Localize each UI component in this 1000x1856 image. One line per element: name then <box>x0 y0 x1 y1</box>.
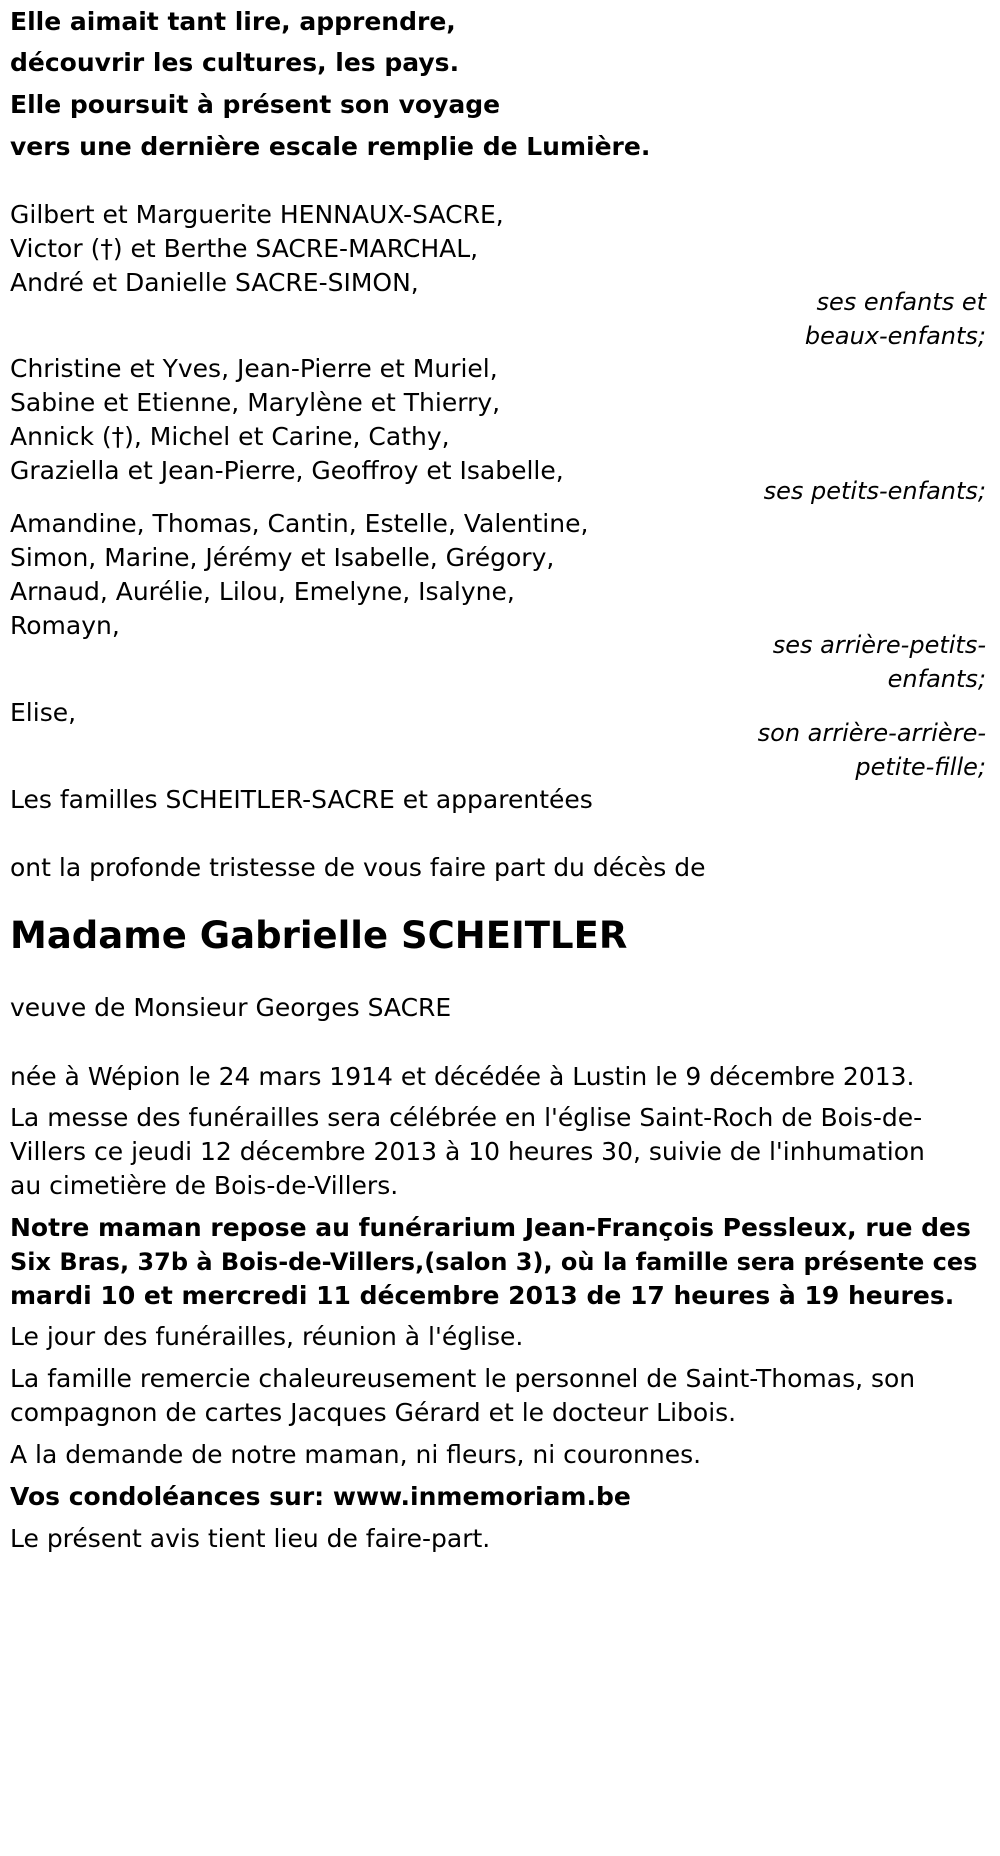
children-line: André et Danielle SACRE-SIMON, <box>10 268 419 297</box>
grandchildren-line: Graziella et Jean-Pierre, Geoffroy et Isabelle, <box>10 456 564 485</box>
thanks-line: compagnon de cartes Jacques Gérard et le docteur Libois. <box>10 1398 737 1427</box>
funerarium-line: Six Bras, 37b à Bois-de-Villers,(salon 3), où la famille sera présente ces <box>10 1248 978 1276</box>
grandchildren-line: Christine et Yves, Jean-Pierre et Muriel, <box>10 354 498 383</box>
deceased-name: Madame Gabrielle SCHEITLER <box>10 914 628 957</box>
funerarium-line: Notre maman repose au funérarium Jean-François Pessleux, rue des <box>10 1213 971 1242</box>
notice-line: Le présent avis tient lieu de faire-part. <box>10 1524 491 1553</box>
funeral-mass-line: Villers ce jeudi 12 décembre 2013 à 10 heures 30, suivie de l'inhumation <box>10 1137 925 1166</box>
great-grandchildren-line: Arnaud, Aurélie, Lilou, Emelyne, Isalyne, <box>10 577 515 606</box>
birth-death-line: née à Wépion le 24 mars 1914 et décédée à Lustin le 9 décembre 2013. <box>10 1062 915 1091</box>
funeral-mass-line: au cimetière de Bois-de-Villers. <box>10 1171 399 1200</box>
poem-line: découvrir les cultures, les pays. <box>10 48 460 77</box>
grandchildren-line: Sabine et Etienne, Marylène et Thierry, <box>10 388 501 417</box>
condolences-line: Vos condoléances sur: www.inmemoriam.be <box>10 1482 631 1511</box>
thanks-line: La famille remercie chaleureusement le personnel de Saint-Thomas, son <box>10 1364 916 1393</box>
meeting-line: Le jour des funérailles, réunion à l'église. <box>10 1322 524 1351</box>
widow-line: veuve de Monsieur Georges SACRE <box>10 993 452 1022</box>
great-grandchildren-line: Romayn, <box>10 611 120 640</box>
grandchildren-role: ses petits-enfants; <box>763 477 986 505</box>
children-role: beaux-enfants; <box>804 322 986 350</box>
great-grandchildren-line: Simon, Marine, Jérémy et Isabelle, Grégory, <box>10 543 555 572</box>
announcement-line: ont la profonde tristesse de vous faire part du décès de <box>10 853 706 882</box>
families-line: Les familles SCHEITLER-SACRE et apparentées <box>10 785 593 814</box>
grandchildren-line: Annick (†), Michel et Carine, Cathy, <box>10 422 450 451</box>
no-flowers-line: A la demande de notre maman, ni fleurs, ni couronnes. <box>10 1440 702 1469</box>
children-line: Victor (†) et Berthe SACRE-MARCHAL, <box>10 234 479 263</box>
children-role: ses enfants et <box>816 288 986 316</box>
great-great-grandchild-role: son arrière-arrière- <box>757 719 986 747</box>
poem-line: Elle aimait tant lire, apprendre, <box>10 7 456 36</box>
poem-line: Elle poursuit à présent son voyage <box>10 90 501 119</box>
great-great-grandchild-role: petite-fille; <box>855 753 986 781</box>
funeral-mass-line: La messe des funérailles sera célébrée en l'église Saint-Roch de Bois-de- <box>10 1103 923 1132</box>
great-great-grandchild-line: Elise, <box>10 698 77 727</box>
funerarium-line: mardi 10 et mercredi 11 décembre 2013 de 17 heures à 19 heures. <box>10 1281 955 1310</box>
great-grandchildren-line: Amandine, Thomas, Cantin, Estelle, Valentine, <box>10 509 589 538</box>
children-line: Gilbert et Marguerite HENNAUX-SACRE, <box>10 200 504 229</box>
great-grandchildren-role: enfants; <box>887 665 986 693</box>
poem-line: vers une dernière escale remplie de Lumière. <box>10 132 651 161</box>
great-grandchildren-role: ses arrière-petits- <box>772 631 986 659</box>
